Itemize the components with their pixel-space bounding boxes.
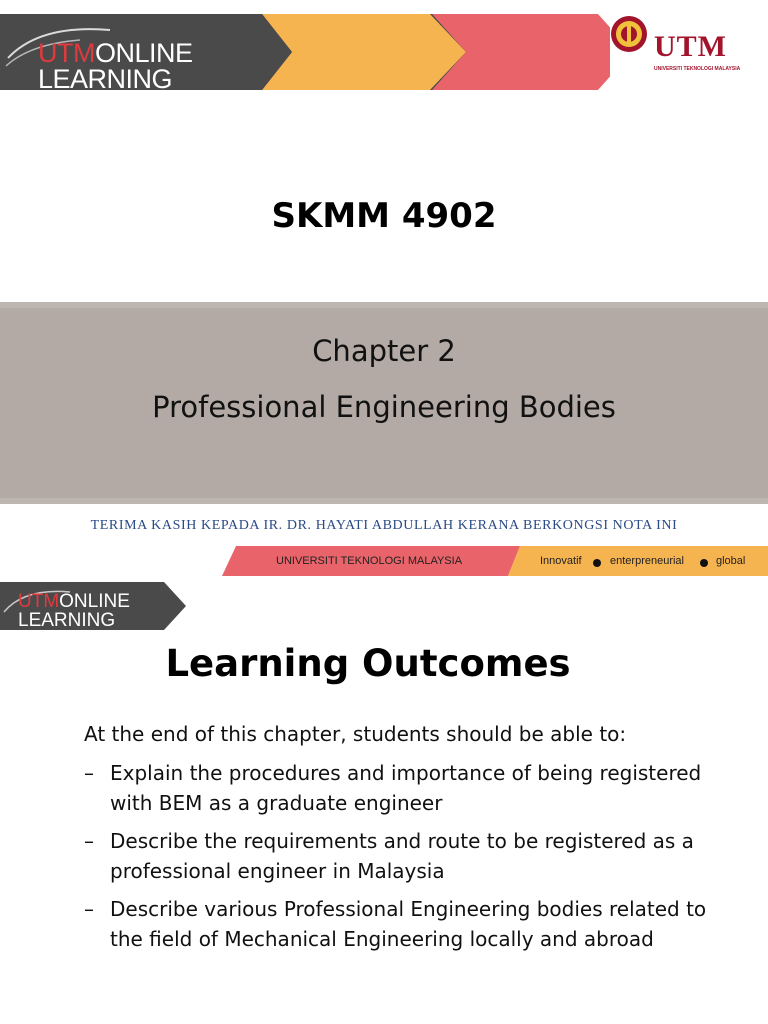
footer-tag-innovatif: Innovatif xyxy=(540,555,582,567)
mini-logo-banner xyxy=(0,582,186,630)
mini-logo-utm-text: UTM xyxy=(18,591,60,612)
mini-logo-online-text: ONLINE xyxy=(59,591,130,612)
logo-line1 xyxy=(38,40,193,67)
dash-bullet: – xyxy=(84,897,94,921)
outcome-text: Describe various Professional Engineering bodies related to the field of Mechanical Engineering locally and abroad xyxy=(110,897,707,951)
utm-brand-logo xyxy=(610,14,768,90)
outcome-text: Explain the procedures and importance of being registered with BEM as a graduate engineer xyxy=(110,761,702,815)
utm-brand-subtitle: UNIVERSITI TEKNOLOGI MALAYSIA xyxy=(654,66,741,72)
footer-university: UNIVERSITI TEKNOLOGI MALAYSIA xyxy=(276,555,463,567)
chapter-label: Chapter 2 xyxy=(312,334,456,368)
list-item xyxy=(84,894,744,954)
outcome-text: Describe the requirements and route to be registered as a professional engineer in Malaysia xyxy=(110,829,694,883)
footer-tag-global: global xyxy=(716,555,746,567)
intro-text: At the end of this chapter, students should be able to: xyxy=(84,722,627,746)
dash-bullet: – xyxy=(84,829,94,853)
bullet-dot-icon xyxy=(700,559,708,567)
logo-online-text: ONLINE xyxy=(94,38,193,68)
logo-line2: LEARNING xyxy=(38,64,173,94)
dash-bullet: – xyxy=(84,761,94,785)
learning-outcomes-slide xyxy=(0,580,768,1024)
slide-title: Learning Outcomes xyxy=(165,642,571,685)
utm-crest-icon xyxy=(610,14,648,54)
outcomes-list xyxy=(84,758,744,962)
utm-brand-name: UTM xyxy=(654,30,727,63)
chapter-title: Professional Engineering Bodies xyxy=(152,390,616,424)
header-banner xyxy=(0,14,768,94)
acknowledgement-text: TERIMA KASIH KEPADA IR. DR. HAYATI ABDULLAH KERANA BERKONGSI NOTA INI xyxy=(90,518,678,533)
bullet-dot-icon xyxy=(593,559,601,567)
course-code: SKMM 4902 xyxy=(271,196,497,236)
footer-tag-enterpreneurial: enterpreneurial xyxy=(610,555,684,567)
list-item xyxy=(84,826,744,886)
mini-logo-line2: LEARNING xyxy=(18,610,116,631)
logo-utm-text: UTM xyxy=(38,38,95,68)
mini-logo-line1 xyxy=(18,592,130,611)
list-item xyxy=(84,758,744,818)
